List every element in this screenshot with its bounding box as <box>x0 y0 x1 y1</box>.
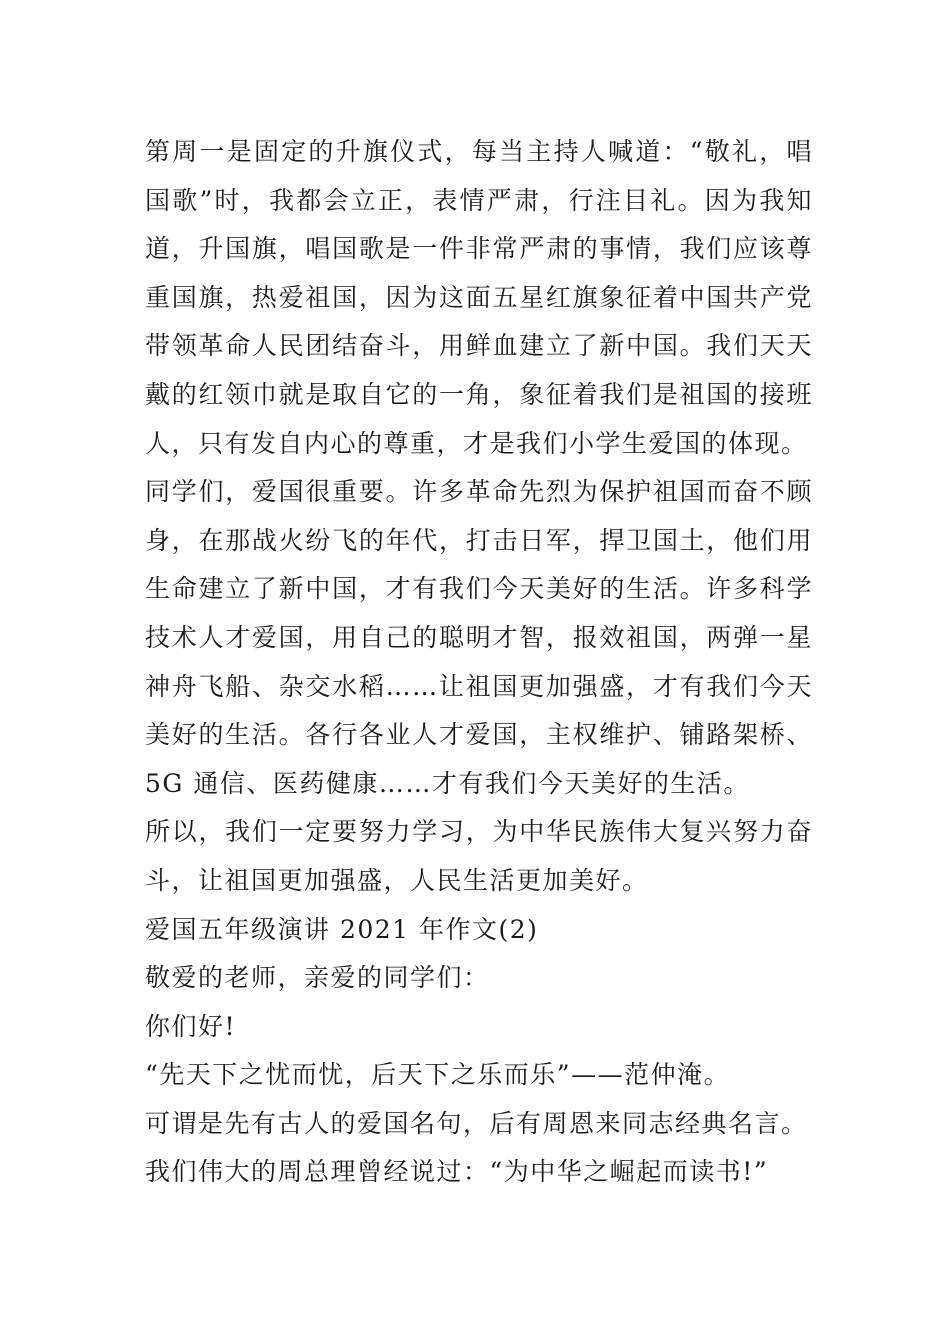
quote-line: “先天下之忧而忧，后天下之乐而乐”——范仲淹。 <box>145 1060 731 1090</box>
paragraph-conclusion: 所以，我们一定要努力学习，为中华民族伟大复兴努力奋斗，让祖国更加强盛，人民生活更加美好。 <box>145 817 813 895</box>
zhou-quote-line: 我们伟大的周总理曾经说过：“为中华之崛起而读书!” <box>145 1157 769 1187</box>
paragraph-patriotism-importance: 同学们，爱国很重要。许多革命先烈为保护祖国而奋不顾身，在那战火纷飞的年代，打击日军，捍卫国土，他们用生命建立了新中国，才有我们今天美好的生活。许多科学技术人才爱国，用自己的聪明才智，报效祖国，两弹一星神舟飞船、杂交水稻……让祖国更加强盛，才有我们今天美好的生活。各行各业人才爱国，主权维护、铺路架桥、5G 通信、医药健康……才有我们今天美好的生活。 <box>145 477 813 798</box>
document-body <box>145 128 813 1197</box>
famous-quotes-line: 可谓是先有古人的爱国名句，后有周恩来同志经典名言。 <box>145 1108 808 1138</box>
greeting-line: 你们好! <box>145 1011 237 1041</box>
paragraph-flag-ceremony: 第周一是固定的升旗仪式，每当主持人喊道：“敬礼，唱国歌”时，我都会立正，表情严肃，行注目礼。因为我知道，升国旗，唱国歌是一件非常严肃的事情，我们应该尊重国旗，热爱祖国，因为这面五星红旗象征着中国共产党带领革命人民团结奋斗，用鲜血建立了新中国。我们天天戴的红领巾就是取自它的一角，象征着我们是祖国的接班人，只有发自内心的尊重，才是我们小学生爱国的体现。 <box>145 137 813 458</box>
salutation-line: 敬爱的老师，亲爱的同学们： <box>145 963 490 993</box>
essay-heading: 爱国五年级演讲 2021 年作文(2) <box>145 914 539 944</box>
